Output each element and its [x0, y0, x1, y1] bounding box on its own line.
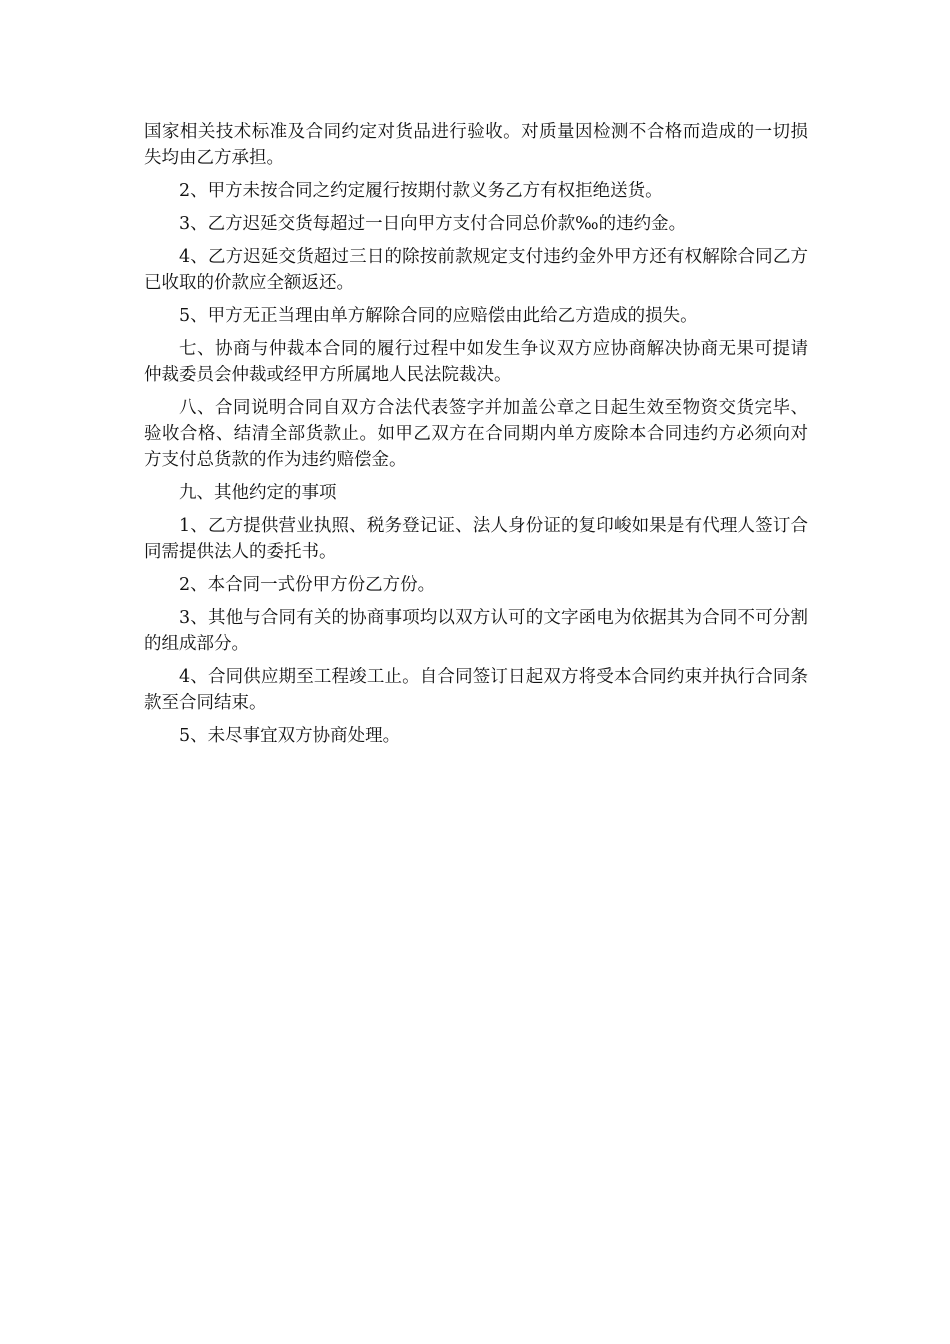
- paragraph-arbitration: 七、协商与仲裁本合同的履行过程中如发生争议双方应协商解决协商无果可提请仲裁委员会仲裁或经甲方所属地人民法院裁决。: [144, 339, 808, 385]
- paragraph-copies: 2、本合同一式份甲方份乙方份。: [179, 575, 436, 595]
- paragraph-acceptance-continued: 国家相关技术标准及合同约定对货品进行验收。对质量因检测不合格而造成的一切损失均由乙方承担。: [144, 122, 808, 168]
- paragraph-payment-default: 2、甲方未按合同之约定履行按期付款义务乙方有权拒绝送货。: [179, 181, 663, 201]
- paragraph-late-delivery-penalty: 3、乙方迟延交货每超过一日向甲方支付合同总价款‰的违约金。: [179, 214, 687, 234]
- paragraph-unilateral-termination: 5、甲方无正当理由单方解除合同的应赔偿由此给乙方造成的损失。: [179, 306, 698, 326]
- paragraph-contract-explanation: 八、合同说明合同自双方合法代表签字并加盖公章之日起生效至物资交货完毕、验收合格、结清全部货款止。如甲乙双方在合同期内单方废除本合同违约方必须向对方支付总货款的作为违约赔偿金。: [144, 398, 808, 470]
- paragraph-supply-period: 4、合同供应期至工程竣工止。自合同签订日起双方将受本合同约束并执行合同条款至合同结束。: [144, 667, 808, 713]
- contract-body: [144, 119, 808, 756]
- section-heading-other-matters: 九、其他约定的事项: [179, 483, 337, 503]
- paragraph-documents-required: 1、乙方提供营业执照、税务登记证、法人身份证的复印峻如果是有代理人签订合同需提供法人的委托书。: [144, 516, 808, 562]
- paragraph-correspondence: 3、其他与合同有关的协商事项均以双方认可的文字函电为依据其为合同不可分割的组成部分。: [144, 608, 808, 654]
- paragraph-unresolved-matters: 5、未尽事宜双方协商处理。: [179, 726, 401, 746]
- paragraph-termination-right: 4、乙方迟延交货超过三日的除按前款规定支付违约金外甲方还有权解除合同乙方已收取的价款应全额返还。: [144, 247, 808, 293]
